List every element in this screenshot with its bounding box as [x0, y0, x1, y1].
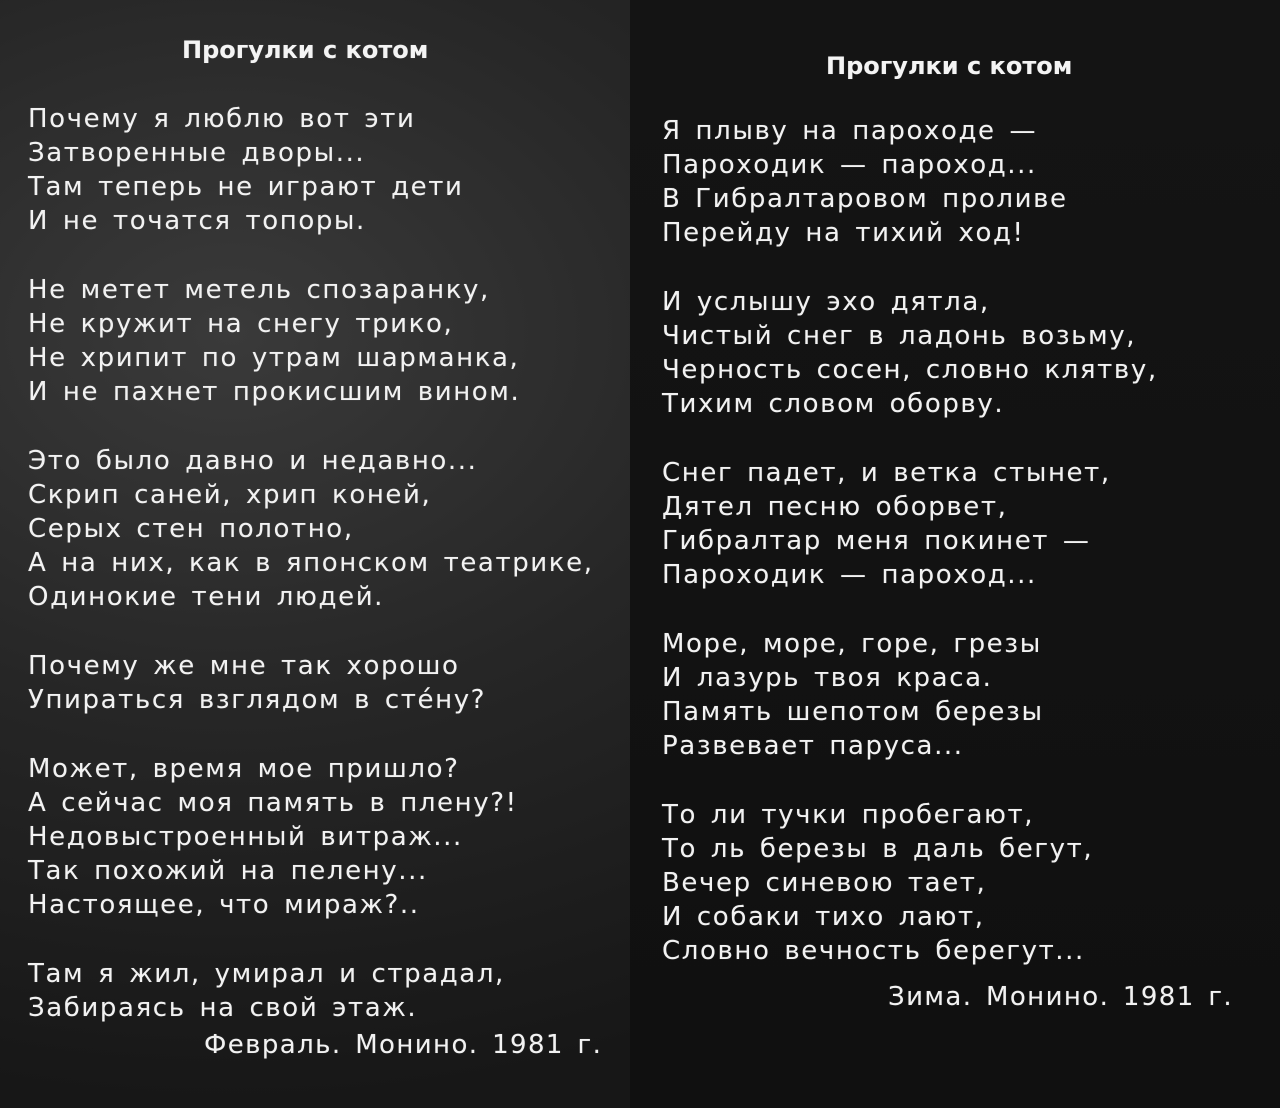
poem-line: И не пахнет прокисшим вином.	[28, 377, 521, 407]
poem-line: Море, море, горе, грезы	[662, 629, 1042, 659]
poem-line: Почему я люблю вот эти	[28, 104, 416, 134]
poem-line: Перейду на тихий ход!	[662, 218, 1025, 248]
right-stanza	[662, 114, 1262, 250]
left-poem-stanzas	[28, 102, 628, 1060]
poem-line: Дятел песню оборвет,	[662, 492, 1008, 522]
poem-line: И услышу эхо дятла,	[662, 287, 990, 317]
poem-line: Затворенные дворы...	[28, 138, 366, 168]
poem-line: Развевает паруса...	[662, 731, 964, 761]
left-stanza	[28, 102, 628, 238]
right-stanza	[662, 285, 1262, 421]
poem-line: Настоящее, что мираж?..	[28, 890, 420, 920]
poem-line: Там теперь не играют дети	[28, 172, 464, 202]
right-poem-signature: Зима. Монино. 1981 г.	[888, 982, 1234, 1012]
left-stanza	[28, 273, 628, 409]
left-stanza	[28, 752, 628, 922]
poem-line: Может, время мое пришло?	[28, 754, 460, 784]
left-poem-title: Прогулки с котом	[182, 36, 429, 64]
poem-line: Память шепотом березы	[662, 697, 1044, 727]
poem-line: Недовыстроенный витраж...	[28, 822, 463, 852]
poem-line: Чистый снег в ладонь возьму,	[662, 321, 1137, 351]
poem-line: И собаки тихо лают,	[662, 902, 985, 932]
poem-line: Почему же мне так хорошо	[28, 651, 460, 681]
right-poem-title: Прогулки с котом	[826, 52, 1073, 80]
poem-line: Одинокие тени людей.	[28, 582, 385, 612]
poem-line: И лазурь твоя краса.	[662, 663, 993, 693]
poem-line: То ли тучки пробегают,	[662, 800, 1035, 830]
poem-line: Словно вечность берегут...	[662, 936, 1085, 966]
poem-line: Не метет метель спозаранку,	[28, 275, 490, 305]
poem-line: Скрип саней, хрип коней,	[28, 480, 432, 510]
poem-line: То ль березы в даль бегут,	[662, 834, 1094, 864]
poem-line: В Гибралтаровом проливе	[662, 184, 1068, 214]
poem-line: Вечер синевою тает,	[662, 868, 987, 898]
poem-line: Там я жил, умирал и страдал,	[28, 959, 505, 989]
left-poem-signature: Февраль. Монино. 1981 г.	[204, 1030, 603, 1060]
poem-line: Снег падет, и ветка стынет,	[662, 458, 1111, 488]
poem-line: Гибралтар меня покинет —	[662, 526, 1091, 556]
poem-line: Упираться взглядом в стéну?	[28, 685, 487, 715]
poem-line: Серых стен полотно,	[28, 514, 354, 544]
poem-line: Не кружит на снегу трико,	[28, 309, 454, 339]
poem-line: А на них, как в японском театрике,	[28, 548, 594, 578]
left-stanza	[28, 444, 628, 614]
poem-line: Это было давно и недавно...	[28, 446, 478, 476]
left-stanza	[28, 649, 628, 717]
left-stanza	[28, 957, 628, 1025]
poem-line: Так похожий на пелену...	[28, 856, 428, 886]
right-stanza	[662, 627, 1262, 763]
right-stanza	[662, 456, 1262, 592]
poem-line: Тихим словом оборву.	[662, 389, 1005, 419]
poem-line: Я плыву на пароходе —	[662, 116, 1038, 146]
poem-line: Не хрипит по утрам шарманка,	[28, 343, 520, 373]
right-stanza	[662, 798, 1262, 968]
poem-line: Пароходик — пароход...	[662, 150, 1037, 180]
poem-line: Черность сосен, словно клятву,	[662, 355, 1158, 385]
poem-line: И не точатся топоры.	[28, 206, 366, 236]
poem-line: Пароходик — пароход...	[662, 560, 1037, 590]
right-poem-stanzas	[662, 114, 1262, 1003]
poem-line: Забираясь на свой этаж.	[28, 993, 418, 1023]
poem-line: А сейчас моя память в плену?!	[28, 788, 518, 818]
